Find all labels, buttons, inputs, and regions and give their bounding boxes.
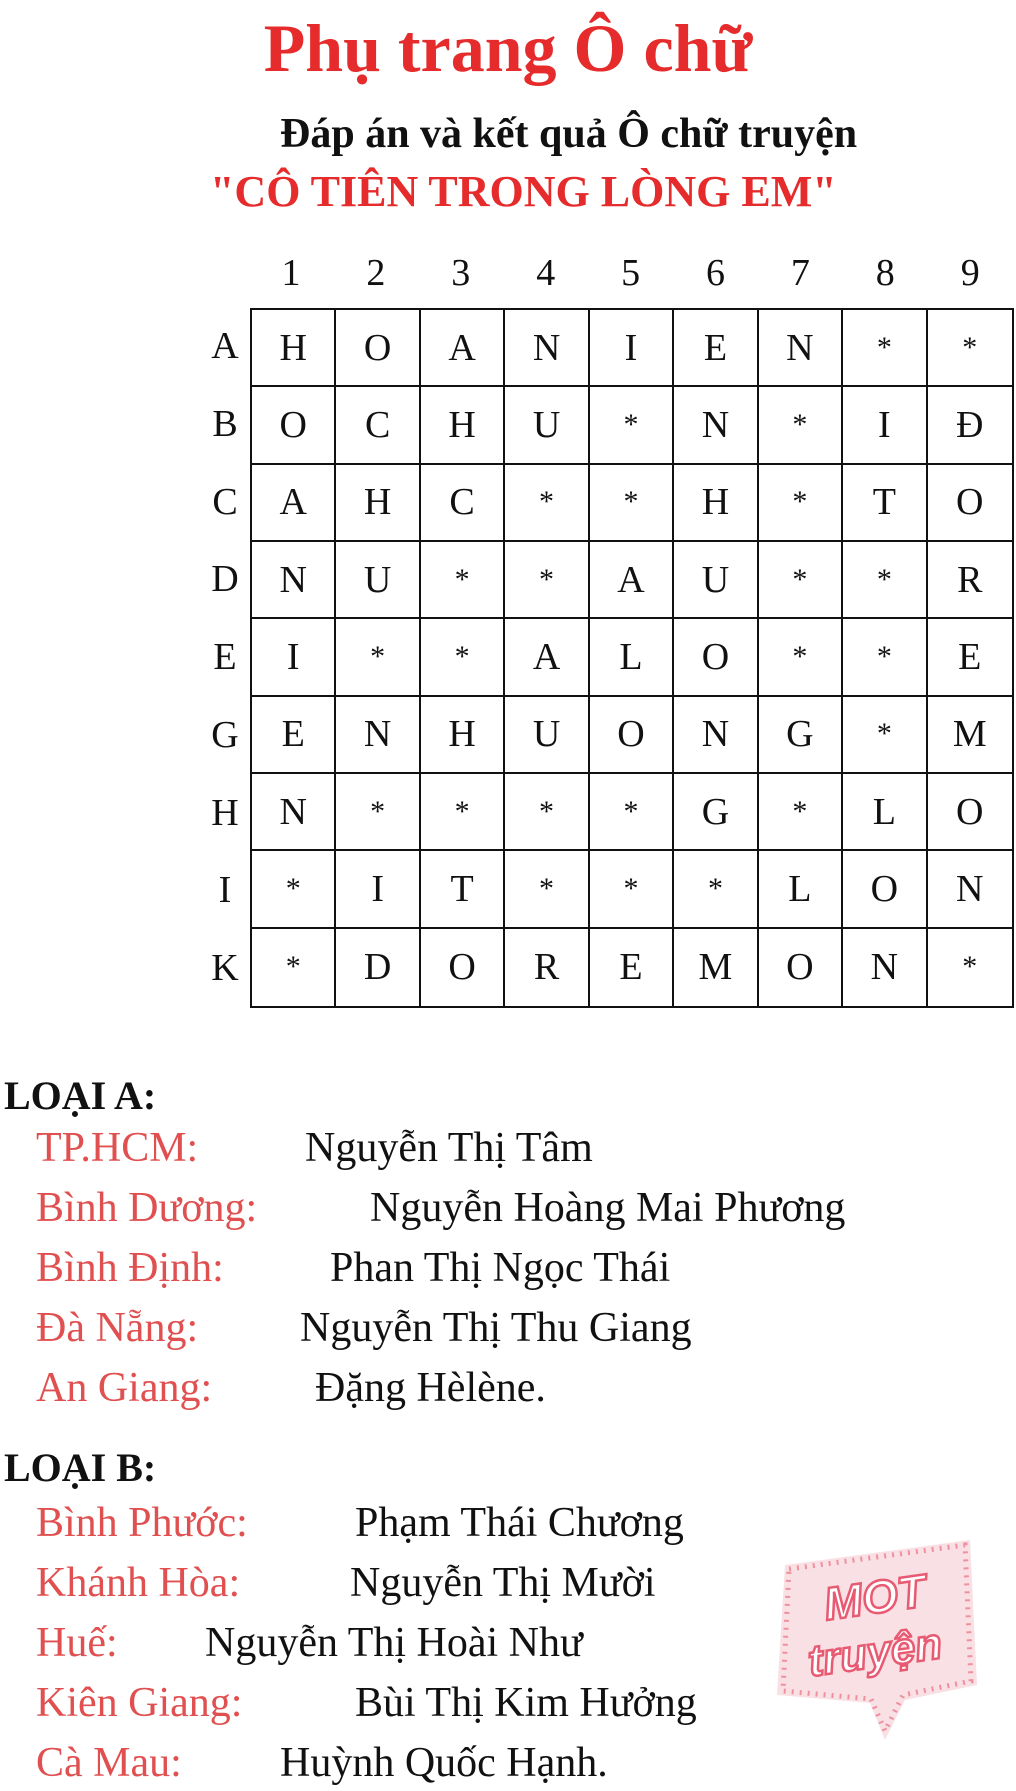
grid-cell: N bbox=[843, 929, 927, 1006]
grid-cell: * bbox=[759, 387, 843, 464]
grid-cell: O bbox=[674, 619, 758, 696]
grid-cell: M bbox=[928, 697, 1012, 774]
winner-province: Cà Mau: bbox=[36, 1740, 182, 1786]
watermark-text-line1: MOT bbox=[820, 1564, 929, 1631]
winner-province: Đà Nẵng: bbox=[36, 1305, 199, 1351]
row-label: B bbox=[212, 402, 238, 445]
row-label: E bbox=[213, 636, 237, 679]
grid-cell: N bbox=[336, 697, 420, 774]
column-number: 5 bbox=[621, 252, 641, 294]
grid-cell: * bbox=[505, 851, 589, 928]
winner-name: Đặng Hèlène. bbox=[315, 1365, 546, 1411]
grid-cell: I bbox=[590, 310, 674, 387]
grid-cell: A bbox=[505, 619, 589, 696]
grid-cell: * bbox=[590, 774, 674, 851]
category-b-heading: LOẠI B: bbox=[4, 1445, 157, 1490]
grid-cell: M bbox=[674, 929, 758, 1006]
row-label: I bbox=[218, 869, 232, 912]
grid-cell: A bbox=[421, 310, 505, 387]
grid-cell: E bbox=[590, 929, 674, 1006]
grid-cell: * bbox=[421, 774, 505, 851]
grid-cell: * bbox=[759, 542, 843, 619]
grid-cell: R bbox=[928, 542, 1012, 619]
grid-cell: L bbox=[590, 619, 674, 696]
grid-cell: H bbox=[336, 465, 420, 542]
grid-cell: O bbox=[336, 310, 420, 387]
crossword-grid bbox=[250, 308, 1014, 1008]
grid-cell: R bbox=[505, 929, 589, 1006]
grid-cell: U bbox=[336, 542, 420, 619]
grid-cell: N bbox=[759, 310, 843, 387]
grid-cell: H bbox=[252, 310, 336, 387]
grid-cell: G bbox=[759, 697, 843, 774]
column-number: 9 bbox=[960, 252, 980, 294]
winner-province: Khánh Hòa: bbox=[36, 1560, 241, 1606]
grid-cell: U bbox=[674, 542, 758, 619]
column-number: 6 bbox=[706, 252, 725, 294]
column-number: 3 bbox=[451, 252, 471, 294]
grid-cell: * bbox=[336, 619, 420, 696]
column-number: 4 bbox=[536, 252, 556, 294]
row-label: K bbox=[211, 947, 239, 990]
grid-cell: * bbox=[843, 697, 927, 774]
grid-cell: N bbox=[252, 542, 336, 619]
row-label: G bbox=[211, 713, 239, 756]
grid-cell: * bbox=[962, 950, 978, 984]
grid-cell: * bbox=[252, 929, 336, 1006]
grid-cell: * bbox=[421, 542, 505, 619]
grid-cell: N bbox=[674, 697, 758, 774]
grid-cell: N bbox=[505, 310, 589, 387]
grid-cell: * bbox=[843, 619, 927, 696]
grid-cell: U bbox=[505, 387, 589, 464]
grid-cell: E bbox=[252, 697, 336, 774]
grid-cell: G bbox=[674, 774, 758, 851]
grid-cell: O bbox=[759, 929, 843, 1006]
winner-province: An Giang: bbox=[36, 1365, 213, 1411]
grid-cell: C bbox=[336, 387, 420, 464]
column-numbers bbox=[250, 248, 1015, 298]
grid-cell: * bbox=[590, 851, 674, 928]
row-label: D bbox=[211, 558, 239, 601]
winner-name: Nguyễn Thị Mười bbox=[350, 1560, 656, 1606]
grid-cell: * bbox=[252, 851, 336, 928]
grid-cell: I bbox=[336, 851, 420, 928]
page-subtitle: Đáp án và kết quả Ô chữ truyện bbox=[280, 111, 858, 157]
grid-cell: O bbox=[252, 387, 336, 464]
grid-cell: I bbox=[252, 619, 336, 696]
winner-province: Huế: bbox=[36, 1620, 118, 1666]
column-number: 1 bbox=[281, 252, 301, 294]
grid-cell: * bbox=[421, 619, 505, 696]
grid-cell: * bbox=[759, 465, 843, 542]
grid-cell: D bbox=[336, 929, 420, 1006]
winner-name: Nguyễn Hoàng Mai Phương bbox=[370, 1185, 846, 1231]
winner-name: Nguyễn Thị Thu Giang bbox=[300, 1305, 692, 1351]
grid-cell: O bbox=[590, 697, 674, 774]
winner-province: TP.HCM: bbox=[36, 1125, 199, 1171]
column-number: 7 bbox=[790, 252, 810, 294]
grid-cell: E bbox=[928, 619, 1012, 696]
grid-cell: O bbox=[928, 774, 1012, 851]
page-title: Phụ trang Ô chữ bbox=[263, 10, 753, 86]
column-number: 8 bbox=[875, 252, 895, 294]
winner-name: Huỳnh Quốc Hạnh. bbox=[280, 1740, 608, 1786]
grid-cell: H bbox=[421, 697, 505, 774]
row-label: A bbox=[211, 325, 239, 367]
grid-cell: N bbox=[674, 387, 758, 464]
winner-province: Bình Dương: bbox=[36, 1185, 258, 1231]
grid-cell: * bbox=[759, 774, 843, 851]
grid-cell: * bbox=[759, 619, 843, 696]
column-number: 2 bbox=[366, 252, 386, 294]
grid-cell: I bbox=[843, 387, 927, 464]
grid-cell: Đ bbox=[928, 387, 1012, 464]
winner-name: Nguyễn Thị Tâm bbox=[305, 1125, 593, 1171]
winner-province: Bình Phước: bbox=[36, 1500, 248, 1546]
row-label: H bbox=[211, 791, 239, 834]
grid-cell: * bbox=[843, 542, 927, 619]
category-a-heading: LOẠI A: bbox=[4, 1073, 157, 1118]
grid-cell: N bbox=[252, 774, 336, 851]
grid-cell: L bbox=[759, 851, 843, 928]
grid-cell: * bbox=[590, 387, 674, 464]
watermark-logo bbox=[765, 1535, 985, 1750]
grid-cell: O bbox=[421, 929, 505, 1006]
winner-province: Bình Định: bbox=[36, 1245, 224, 1291]
winner-name: Nguyễn Thị Hoài Như bbox=[205, 1620, 583, 1666]
winner-name: Phan Thị Ngọc Thái bbox=[330, 1245, 671, 1291]
winner-province: Kiên Giang: bbox=[36, 1680, 243, 1726]
grid-cell: U bbox=[505, 697, 589, 774]
row-label: C bbox=[212, 480, 238, 523]
grid-cell: * bbox=[505, 542, 589, 619]
grid-cell: E bbox=[674, 310, 758, 387]
grid-cell: H bbox=[421, 387, 505, 464]
grid-cell: H bbox=[674, 465, 758, 542]
grid-cell: A bbox=[252, 465, 336, 542]
winner-name: Bùi Thị Kim Hưởng bbox=[355, 1680, 697, 1726]
grid-cell: * bbox=[505, 465, 589, 542]
grid-cell: * bbox=[336, 774, 420, 851]
grid-cell: T bbox=[421, 851, 505, 928]
grid-cell: * bbox=[674, 851, 758, 928]
grid-cell: * bbox=[590, 465, 674, 542]
grid-cell: N bbox=[928, 851, 1012, 928]
grid-cell: L bbox=[843, 774, 927, 851]
grid-cell: A bbox=[590, 542, 674, 619]
grid-cell: C bbox=[421, 465, 505, 542]
grid-cell: T bbox=[843, 465, 927, 542]
grid-cell: O bbox=[928, 465, 1012, 542]
grid-cell: * bbox=[505, 774, 589, 851]
story-title: "CÔ TIÊN TRONG LÒNG EM" bbox=[210, 167, 837, 216]
grid-cell: O bbox=[843, 851, 927, 928]
grid-cell: * bbox=[928, 310, 1012, 387]
winner-name: Phạm Thái Chương bbox=[355, 1500, 684, 1546]
watermark-text-line2: truyện bbox=[804, 1619, 945, 1687]
grid-cell: * bbox=[843, 310, 927, 387]
